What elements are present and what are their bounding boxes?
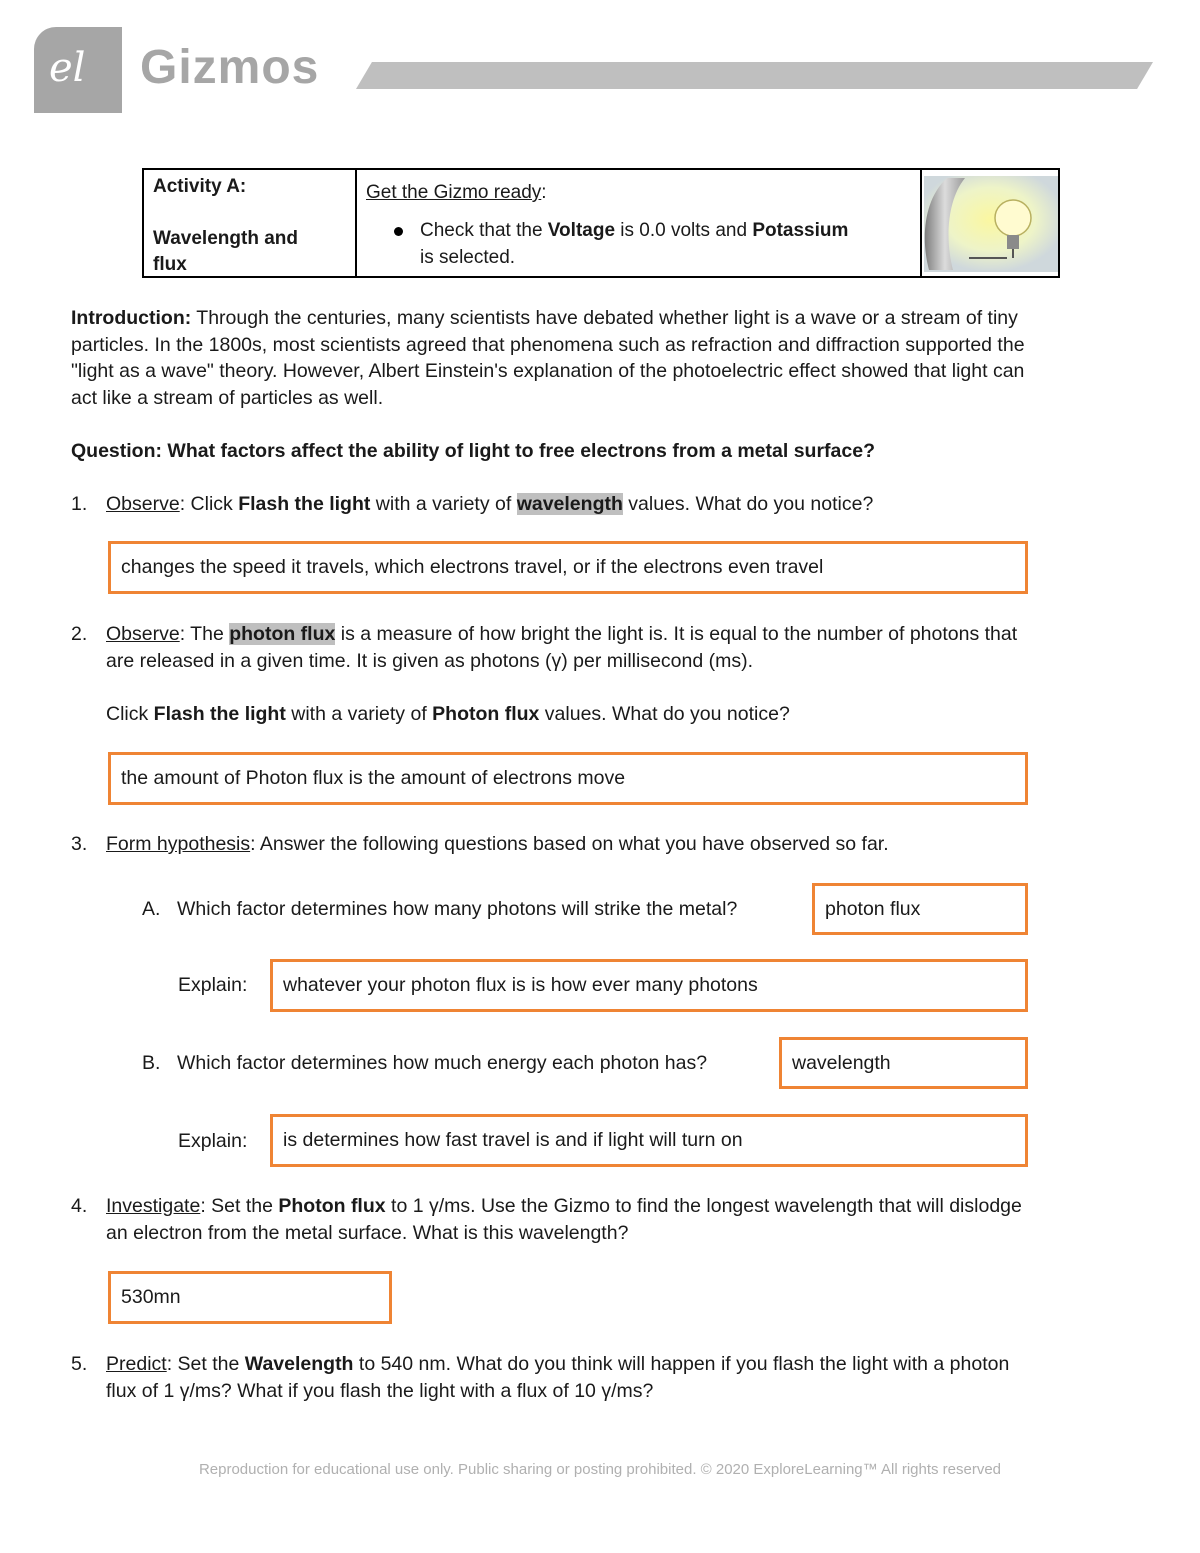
activity-table [142, 168, 1060, 278]
activity-title-line2: flux [153, 254, 187, 275]
q3a-answer-field[interactable]: photon flux [812, 883, 1028, 935]
q2-number: 2. [71, 623, 88, 645]
introduction: Introduction: Through the centuries, many scientists have debated whether light is a wave or a stream of tiny particles. In the 1800s, most scientists agreed that phenomena such as refraction and diffraction supported the "light as a wave" theory. However, Albert Einstein's explanation of the photoelectric effect showed that light can act like a stream of particles as well. [71, 307, 1025, 409]
prep-bullet-line2: is selected. [420, 247, 516, 268]
main-question: Question: What factors affect the ability of light to free electrons from a metal surface? [71, 440, 875, 462]
brand-title: Gizmos [140, 41, 320, 94]
q3a-letter: A. [142, 898, 161, 920]
q3a-explain-label: Explain: [178, 974, 248, 996]
q4-answer-field[interactable]: 530mn [108, 1271, 392, 1324]
q5-text: Predict: Set the Wavelength to 540 nm. What do you think will happen if you flash the light with a photon flux of 1 γ/ms? What if you flash the light with a flux of 10 γ/ms? [106, 1353, 1010, 1402]
q2-text: Observe: The photon flux is a measure of how bright the light is. It is equal to the number of photons that are released in a given time. It is given as photons (γ) per millisecond (ms). [106, 623, 1018, 672]
q3a-explain-field[interactable]: whatever your photon flux is is how ever many photons [270, 959, 1028, 1012]
prep-title: Get the Gizmo ready: [366, 182, 547, 203]
q5-number: 5. [71, 1353, 88, 1375]
q1-answer-field[interactable]: changes the speed it travels, which electrons travel, or if the electrons even travel [108, 541, 1028, 594]
activity-prep-cell [357, 170, 922, 276]
q1-number: 1. [71, 493, 88, 515]
q4-number: 4. [71, 1195, 88, 1217]
activity-label-cell [144, 170, 357, 276]
activity-title-line1: Wavelength and [153, 228, 298, 249]
q3b-explain-label: Explain: [178, 1130, 248, 1152]
explorelearning-logo [34, 27, 122, 113]
q3b-explain-field[interactable]: is determines how fast travel is and if light will turn on [270, 1114, 1028, 1167]
q2-click-instruction: Click Flash the light with a variety of Photon flux values. What do you notice? [106, 703, 790, 725]
bullet-dot-icon [394, 227, 403, 236]
q3b-answer-field[interactable]: wavelength [779, 1037, 1028, 1089]
header-bar [356, 62, 1153, 89]
footer-copyright: Reproduction for educational use only. Public sharing or posting prohibited. © 2020 ExploreLearning™ All rights reserved [198, 1461, 1002, 1478]
q4-text: Investigate: Set the Photon flux to 1 γ/ms. Use the Gizmo to find the longest wavelength that will dislodge an electron from the metal surface. What is this wavelength? [106, 1195, 1022, 1244]
q3-number: 3. [71, 833, 88, 855]
q1-text: Observe: Click Flash the light with a variety of wavelength values. What do you notice? [106, 493, 874, 515]
q3b-letter: B. [142, 1052, 161, 1074]
activity-label: Activity A: [153, 176, 247, 197]
prep-bullet: Check that the Voltage is 0.0 volts and Potassium [420, 220, 849, 241]
q3b-text: Which factor determines how much energy each photon has? [177, 1052, 708, 1074]
q3a-text: Which factor determines how many photons will strike the metal? [177, 898, 738, 920]
light-bulb-icon [921, 170, 1058, 276]
gizmo-image-cell [921, 170, 1058, 276]
logo-mark: el [49, 45, 86, 91]
q2-answer-field[interactable]: the amount of Photon flux is the amount of electrons move [108, 752, 1028, 805]
q3-text: Form hypothesis: Answer the following questions based on what you have observed so far. [106, 833, 889, 855]
